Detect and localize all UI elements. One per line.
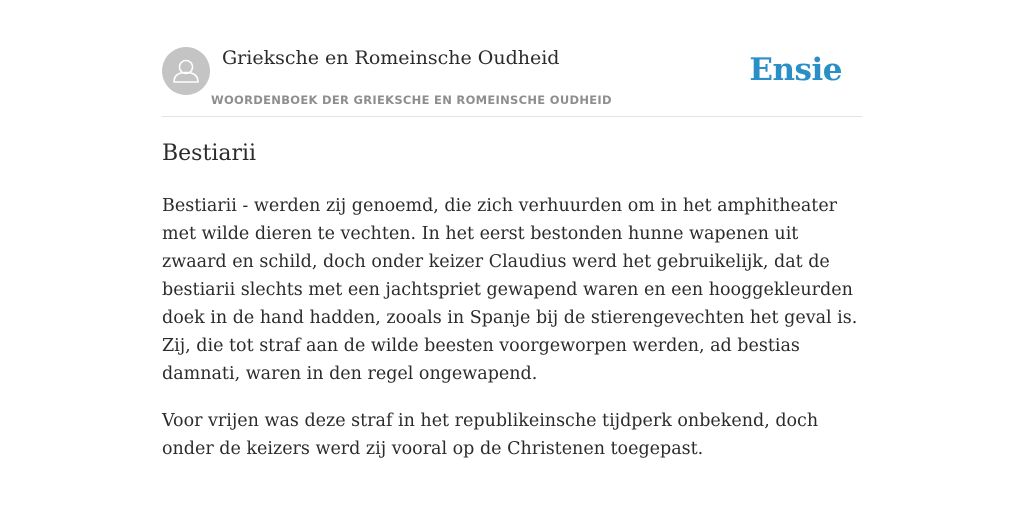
ensie-logo[interactable]: Ensie: [749, 52, 842, 88]
book-title[interactable]: Grieksche en Romeinsche Oudheid: [222, 47, 560, 69]
entry-paragraph: Voor vrijen was deze straf in het republikeinsche tijdperk onbekend, doch onder de keizers werd zij vooral op de Christenen toegepast.: [162, 411, 819, 459]
page-container: [162, 0, 862, 459]
entry-title: Bestiarii: [162, 141, 257, 166]
book-subtitle: WOORDENBOEK DER GRIEKSCHE EN ROMEINSCHE OUDHEID: [211, 93, 612, 107]
entry-body: [162, 192, 868, 482]
avatar[interactable]: [162, 47, 210, 95]
entry-paragraph: Bestiarii - werden zij genoemd, die zich verhuurden om in het amphitheater met wilde dieren te vechten. In het eerst bestonden hunne wapenen uit zwaard en schild, doch onder keizer Claudius werd het gebruikelijk, dat de bestiarii slechts met een jachtspriet gewapend waren en een hooggekleurden doek in de hand hadden, zooals in Spanje bij de stierengevechten het geval is. Zij, die tot straf aan de wilde beesten voorgeworpen werden, ad bestias damnati, waren in den regel ongewapend.: [162, 196, 858, 384]
user-silhouette-icon: [162, 47, 210, 95]
page-header: [162, 0, 862, 117]
